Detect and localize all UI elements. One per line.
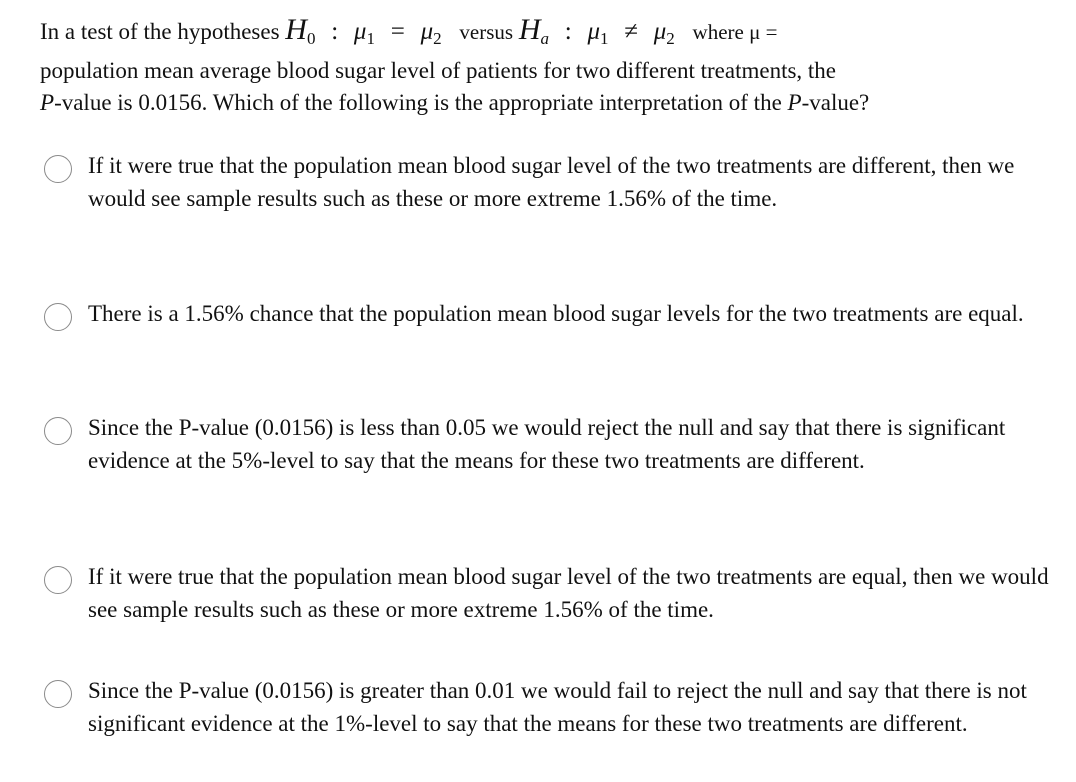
question-intro: In a test of the hypotheses [40, 19, 280, 44]
answer-option[interactable] [44, 565, 1054, 626]
question-line-2: population mean average blood sugar level of patients for two different treatments, the [40, 58, 837, 83]
alt-mu-1: $\mu_1$ [587, 18, 609, 48]
where-clause: where μ = [692, 20, 778, 44]
radio-button[interactable] [44, 417, 72, 445]
answer-option-text: There is a 1.56% chance that the population mean blood sugar levels for the two treatments are equal. [88, 301, 1024, 326]
radio-button[interactable] [44, 155, 72, 183]
answer-option[interactable] [44, 679, 1054, 740]
mu-1: $\mu_1$ [353, 18, 375, 48]
question-line-3: P-value is 0.0156. Which of the following is the appropriate interpretation of the P-value? [40, 90, 870, 115]
question-line-1 [40, 14, 1060, 55]
question-text [40, 14, 1060, 119]
mu-2: $\mu_2$ [420, 18, 442, 48]
alt-mu-2: $\mu_2$ [653, 18, 675, 48]
alt-hypothesis-symbol: $H_a$ [518, 13, 549, 48]
answer-option[interactable] [44, 154, 1054, 215]
answer-option-text: If it were true that the population mean blood sugar level of the two treatments are different, then we would see sample results such as these or more extreme 1.56% of the time. [88, 153, 1015, 211]
radio-button[interactable] [44, 303, 72, 331]
equals-sign: = [390, 18, 405, 45]
null-hypothesis-symbol: $H_0$ [285, 13, 316, 48]
not-equals-sign: ≠ [624, 18, 638, 45]
radio-button[interactable] [44, 566, 72, 594]
answer-option[interactable] [44, 416, 1054, 477]
answer-option-text: Since the P-value (0.0156) is greater than 0.01 we would fail to reject the null and say that there is not significant evidence at the 1%-level to say that the means for these two treatments are different. [88, 678, 1027, 736]
radio-button[interactable] [44, 680, 72, 708]
versus-word: versus [459, 20, 514, 44]
null-colon: : [331, 18, 339, 45]
answer-option-text: If it were true that the population mean blood sugar level of the two treatments are equal, then we would see sample results such as these or more extreme 1.56% of the time. [88, 564, 1049, 622]
answer-option[interactable] [44, 302, 1054, 331]
answer-option-text: Since the P-value (0.0156) is less than 0.05 we would reject the null and say that there is significant evidence at the 5%-level to say that the means for these two treatments are different. [88, 415, 1006, 473]
alt-colon: : [564, 18, 572, 45]
